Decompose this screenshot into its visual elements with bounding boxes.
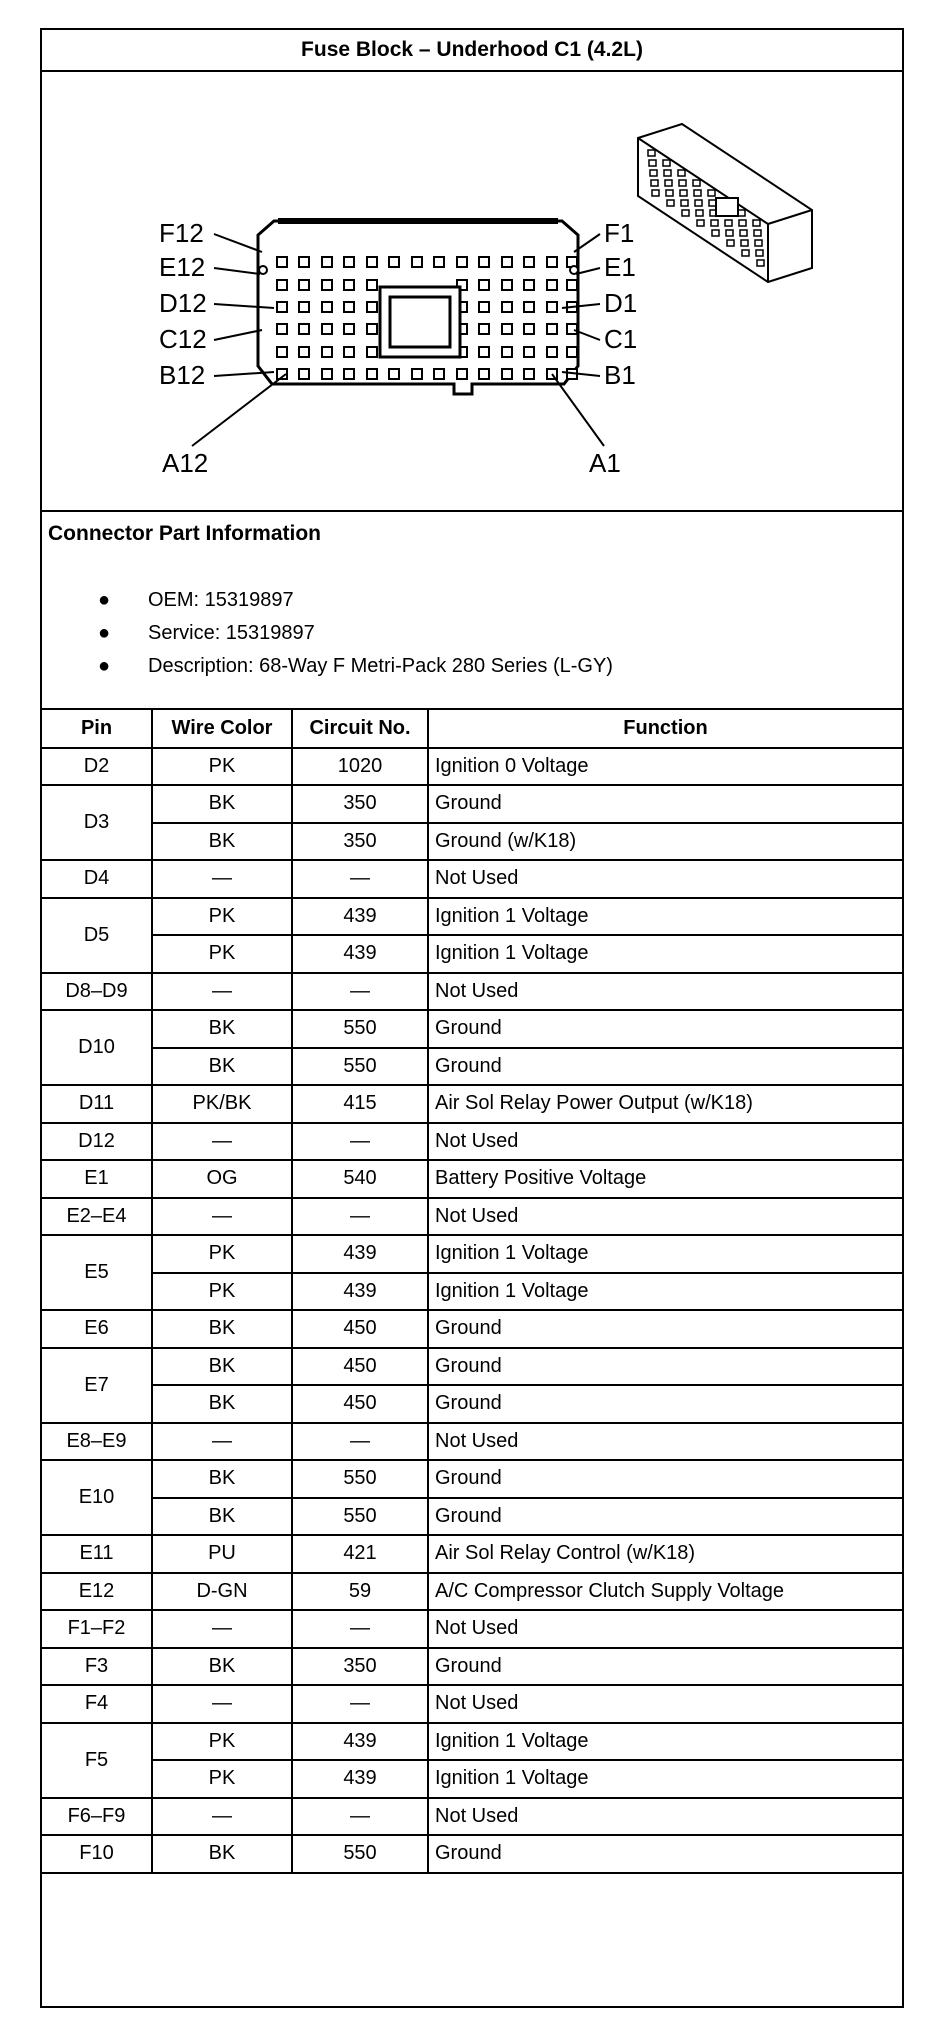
connector-iso-cavity xyxy=(648,150,655,156)
pin-cavity xyxy=(524,347,534,357)
wire-color-cell: — xyxy=(152,1198,292,1236)
function-cell: Ground xyxy=(428,1385,902,1423)
wire-color-cell: — xyxy=(152,1685,292,1723)
wire-color-cell: — xyxy=(152,860,292,898)
pin-cavity xyxy=(322,369,332,379)
pin-cavity xyxy=(322,324,332,334)
row-label-left: B12 xyxy=(159,360,206,390)
table-row xyxy=(42,1160,902,1198)
pin-cavity xyxy=(344,280,354,290)
pin-cavity xyxy=(567,347,577,357)
wire-color-cell: PK xyxy=(152,1235,292,1273)
list-item xyxy=(42,584,613,617)
pin-cavity xyxy=(479,369,489,379)
circuit-cell: 450 xyxy=(292,1385,428,1423)
row-label-left: C12 xyxy=(159,324,207,354)
pin-cavity xyxy=(367,280,377,290)
function-cell: Ground (w/K18) xyxy=(428,823,902,861)
header-pin: Pin xyxy=(42,710,152,748)
table-row xyxy=(42,1760,902,1798)
connector-iso-cavity xyxy=(756,250,763,256)
pin-cavity xyxy=(547,280,557,290)
circuit-cell: 439 xyxy=(292,1760,428,1798)
table-row xyxy=(42,1310,902,1348)
pin-cell: D4 xyxy=(42,860,152,898)
connector-iso-cavity xyxy=(725,220,732,226)
pin-cavity xyxy=(547,347,557,357)
wire-color-cell: BK xyxy=(152,1310,292,1348)
wire-color-cell: D-GN xyxy=(152,1573,292,1611)
connector-iso-cavity xyxy=(682,210,689,216)
connector-iso-cavity xyxy=(666,190,673,196)
pin-cavity xyxy=(524,369,534,379)
connector-diagram xyxy=(42,72,902,512)
pin-cavity xyxy=(322,347,332,357)
table-row xyxy=(42,1048,902,1086)
table-row xyxy=(42,1423,902,1461)
connector-iso-cavity xyxy=(712,230,719,236)
table-header-row xyxy=(42,710,902,748)
table-row xyxy=(42,1010,902,1048)
connector-iso-cavity xyxy=(663,160,670,166)
pinout-table-wrap xyxy=(42,710,902,1874)
row-label-right: F1 xyxy=(604,218,635,248)
pin-cavity xyxy=(344,324,354,334)
pin-cavity xyxy=(277,324,287,334)
function-cell: Ground xyxy=(428,785,902,823)
row-label-right: B1 xyxy=(604,360,636,390)
pin-cavity xyxy=(367,324,377,334)
pin-cavity xyxy=(277,347,287,357)
bullet-icon: ● xyxy=(98,655,111,677)
pin-cell: E1 xyxy=(42,1160,152,1198)
pin-cavity xyxy=(277,280,287,290)
function-cell: Not Used xyxy=(428,860,902,898)
function-cell: Ignition 1 Voltage xyxy=(428,935,902,973)
table-row xyxy=(42,1273,902,1311)
connector-iso-cavity xyxy=(678,170,685,176)
header-wire-color: Wire Color xyxy=(152,710,292,748)
connector-iso-cavity xyxy=(680,190,687,196)
connector-iso-cavity xyxy=(755,240,762,246)
pin-cell: D8–D9 xyxy=(42,973,152,1011)
wire-color-cell: PK xyxy=(152,1723,292,1761)
description-text: Description: 68-Way F Metri-Pack 280 Series (L-GY) xyxy=(148,655,613,677)
connector-iso-cavity xyxy=(652,190,659,196)
pin-cell: D10 xyxy=(42,1010,152,1085)
pin-cell: D11 xyxy=(42,1085,152,1123)
pin-cell: E7 xyxy=(42,1348,152,1423)
function-cell: Ground xyxy=(428,1048,902,1086)
header-circuit-no: Circuit No. xyxy=(292,710,428,748)
connector-iso-cavity xyxy=(709,200,716,206)
circuit-cell: 1020 xyxy=(292,748,428,786)
circuit-cell: 59 xyxy=(292,1573,428,1611)
leader-line xyxy=(192,374,286,446)
pin-cell: F6–F9 xyxy=(42,1798,152,1836)
connector-iso-cavity xyxy=(738,210,745,216)
circuit-cell: 550 xyxy=(292,1048,428,1086)
function-cell: Not Used xyxy=(428,1423,902,1461)
pin-cavity xyxy=(524,280,534,290)
row-label-right: A1 xyxy=(589,448,621,478)
connector-iso-cavity xyxy=(740,230,747,236)
row-label-left: E12 xyxy=(159,252,206,282)
function-cell: Ignition 1 Voltage xyxy=(428,1273,902,1311)
wire-color-cell: BK xyxy=(152,1835,292,1873)
table-row xyxy=(42,1498,902,1536)
pin-cavity xyxy=(524,302,534,312)
connector-iso-cavity xyxy=(711,220,718,226)
wire-color-cell: PK xyxy=(152,935,292,973)
pin-cell: E12 xyxy=(42,1573,152,1611)
connector-part-info xyxy=(42,512,902,710)
circuit-cell: 550 xyxy=(292,1498,428,1536)
pin-cavity xyxy=(344,257,354,267)
pin-cavity xyxy=(567,280,577,290)
wire-color-cell: BK xyxy=(152,1010,292,1048)
wire-color-cell: BK xyxy=(152,1460,292,1498)
function-cell: Ignition 1 Voltage xyxy=(428,1723,902,1761)
wire-color-cell: — xyxy=(152,1423,292,1461)
table-row xyxy=(42,860,902,898)
circuit-cell: — xyxy=(292,1685,428,1723)
function-cell: Not Used xyxy=(428,973,902,1011)
table-row xyxy=(42,1648,902,1686)
pin-cavity xyxy=(367,302,377,312)
pin-cavity xyxy=(299,302,309,312)
connector-iso-cavity xyxy=(754,230,761,236)
circuit-cell: — xyxy=(292,860,428,898)
circuit-cell: 439 xyxy=(292,935,428,973)
wire-color-cell: BK xyxy=(152,1385,292,1423)
pin-cavity xyxy=(389,257,399,267)
pin-cavity xyxy=(299,347,309,357)
pin-cavity xyxy=(547,302,557,312)
pin-cavity xyxy=(479,302,489,312)
connector-iso-cavity xyxy=(741,240,748,246)
pin-cavity xyxy=(412,369,422,379)
connector-iso-cavity xyxy=(739,220,746,226)
table-row xyxy=(42,973,902,1011)
pin-cavity xyxy=(367,347,377,357)
pin-cavity xyxy=(434,369,444,379)
pin-cell: E10 xyxy=(42,1460,152,1535)
table-row xyxy=(42,823,902,861)
pin-cavity xyxy=(344,302,354,312)
service-text: Service: 15319897 xyxy=(148,622,315,644)
connector-iso-cavity xyxy=(651,180,658,186)
page-title: Fuse Block – Underhood C1 (4.2L) xyxy=(42,30,902,72)
row-label-left: D12 xyxy=(159,288,207,318)
function-cell: Ground xyxy=(428,1835,902,1873)
circuit-cell: 550 xyxy=(292,1010,428,1048)
pin-cavity xyxy=(524,257,534,267)
function-cell: Not Used xyxy=(428,1123,902,1161)
pin-cavity xyxy=(457,257,467,267)
pin-cavity xyxy=(344,347,354,357)
pin-cavity xyxy=(412,257,422,267)
center-block-inner xyxy=(390,297,450,347)
connector-iso-cavity xyxy=(693,180,700,186)
wire-color-cell: BK xyxy=(152,1048,292,1086)
table-row xyxy=(42,1235,902,1273)
terminal-marker xyxy=(259,266,267,274)
wire-color-cell: BK xyxy=(152,823,292,861)
table-row xyxy=(42,1460,902,1498)
pin-cavity xyxy=(367,369,377,379)
list-item xyxy=(42,650,613,683)
table-row xyxy=(42,1685,902,1723)
function-cell: Air Sol Relay Control (w/K18) xyxy=(428,1535,902,1573)
pin-cell: E11 xyxy=(42,1535,152,1573)
pin-cell: E6 xyxy=(42,1310,152,1348)
pin-cell: D3 xyxy=(42,785,152,860)
pin-cavity xyxy=(502,302,512,312)
table-row xyxy=(42,935,902,973)
connector-face-illustration xyxy=(42,72,902,510)
circuit-cell: — xyxy=(292,1423,428,1461)
row-label-right: C1 xyxy=(604,324,638,354)
function-cell: Air Sol Relay Power Output (w/K18) xyxy=(428,1085,902,1123)
leader-line xyxy=(552,374,604,446)
connector-iso-center xyxy=(716,198,738,216)
circuit-cell: 421 xyxy=(292,1535,428,1573)
pin-cavity xyxy=(277,302,287,312)
connector-iso-cavity xyxy=(681,200,688,206)
function-cell: Ground xyxy=(428,1498,902,1536)
wire-color-cell: PK xyxy=(152,898,292,936)
leader-line xyxy=(214,234,262,252)
connector-iso-cavity xyxy=(650,170,657,176)
row-label-right: D1 xyxy=(604,288,638,318)
circuit-cell: 450 xyxy=(292,1348,428,1386)
function-cell: Battery Positive Voltage xyxy=(428,1160,902,1198)
info-heading: Connector Part Information xyxy=(48,522,322,545)
function-cell: Ignition 1 Voltage xyxy=(428,898,902,936)
wire-color-cell: PK/BK xyxy=(152,1085,292,1123)
pin-cell: E8–E9 xyxy=(42,1423,152,1461)
function-cell: Ignition 0 Voltage xyxy=(428,748,902,786)
table-row xyxy=(42,1723,902,1761)
connector-iso-cavity xyxy=(696,210,703,216)
table-row xyxy=(42,1085,902,1123)
function-cell: Ignition 1 Voltage xyxy=(428,1760,902,1798)
pin-cavity xyxy=(479,280,489,290)
connector-iso-cavity xyxy=(667,200,674,206)
table-row xyxy=(42,785,902,823)
function-cell: Not Used xyxy=(428,1798,902,1836)
circuit-cell: — xyxy=(292,973,428,1011)
function-cell: Not Used xyxy=(428,1610,902,1648)
bullet-icon: ● xyxy=(98,622,111,644)
pin-cell: F3 xyxy=(42,1648,152,1686)
pin-cavity xyxy=(547,257,557,267)
circuit-cell: — xyxy=(292,1198,428,1236)
wire-color-cell: — xyxy=(152,1798,292,1836)
table-row xyxy=(42,1123,902,1161)
connector-iso-cavity xyxy=(742,250,749,256)
function-cell: Ground xyxy=(428,1348,902,1386)
pin-cell: D2 xyxy=(42,748,152,786)
pin-cell: F1–F2 xyxy=(42,1610,152,1648)
function-cell: Not Used xyxy=(428,1198,902,1236)
wire-color-cell: — xyxy=(152,973,292,1011)
pin-cell: F5 xyxy=(42,1723,152,1798)
oem-text: OEM: 15319897 xyxy=(148,589,294,611)
circuit-cell: — xyxy=(292,1610,428,1648)
leader-line xyxy=(214,330,262,340)
pin-cavity xyxy=(547,324,557,334)
pin-cavity xyxy=(502,324,512,334)
table-row xyxy=(42,1573,902,1611)
circuit-cell: 415 xyxy=(292,1085,428,1123)
table-row xyxy=(42,1798,902,1836)
function-cell: Ground xyxy=(428,1460,902,1498)
function-cell: Ground xyxy=(428,1648,902,1686)
table-row xyxy=(42,1348,902,1386)
connector-iso-cavity xyxy=(697,220,704,226)
pin-cavity xyxy=(367,257,377,267)
function-cell: Ground xyxy=(428,1010,902,1048)
wire-color-cell: — xyxy=(152,1610,292,1648)
pin-cavity xyxy=(277,257,287,267)
pin-cavity xyxy=(299,257,309,267)
leader-line xyxy=(214,268,260,274)
pin-cavity xyxy=(322,302,332,312)
header-function: Function xyxy=(428,710,902,748)
list-item xyxy=(42,617,613,650)
connector-iso-cavity xyxy=(665,180,672,186)
circuit-cell: 350 xyxy=(292,785,428,823)
pin-cavity xyxy=(389,369,399,379)
pin-cavity xyxy=(322,257,332,267)
row-label-left: F12 xyxy=(159,218,204,248)
connector-iso-cavity xyxy=(726,230,733,236)
leader-line xyxy=(214,304,274,308)
leader-line xyxy=(576,268,600,274)
function-cell: Ground xyxy=(428,1310,902,1348)
pin-cavity xyxy=(502,369,512,379)
connector-iso-cavity xyxy=(695,200,702,206)
pin-cavity xyxy=(344,369,354,379)
pin-cavity xyxy=(479,347,489,357)
pin-cell: D5 xyxy=(42,898,152,973)
table-row xyxy=(42,1835,902,1873)
connector-iso-cavity xyxy=(679,180,686,186)
function-cell: Ignition 1 Voltage xyxy=(428,1235,902,1273)
pin-cell: D12 xyxy=(42,1123,152,1161)
circuit-cell: 439 xyxy=(292,1273,428,1311)
pin-cavity xyxy=(299,280,309,290)
wire-color-cell: — xyxy=(152,1123,292,1161)
connector-iso-cavity xyxy=(753,220,760,226)
pin-cavity xyxy=(479,257,489,267)
info-list xyxy=(42,584,613,683)
table-row xyxy=(42,1198,902,1236)
function-cell: A/C Compressor Clutch Supply Voltage xyxy=(428,1573,902,1611)
row-label-right: E1 xyxy=(604,252,636,282)
pin-cavity xyxy=(322,280,332,290)
connector-iso-cavity xyxy=(649,160,656,166)
table-row xyxy=(42,1535,902,1573)
pin-cavity xyxy=(457,369,467,379)
connector-sheet xyxy=(40,28,904,2008)
circuit-cell: 540 xyxy=(292,1160,428,1198)
table-row xyxy=(42,1385,902,1423)
pin-cavity xyxy=(479,324,489,334)
wire-color-cell: PU xyxy=(152,1535,292,1573)
pin-cavity xyxy=(524,324,534,334)
connector-iso-cavity xyxy=(708,190,715,196)
pin-cell: F4 xyxy=(42,1685,152,1723)
circuit-cell: 439 xyxy=(292,1235,428,1273)
table-row xyxy=(42,1610,902,1648)
table-row xyxy=(42,898,902,936)
connector-iso-cavity xyxy=(727,240,734,246)
wire-color-cell: PK xyxy=(152,748,292,786)
wire-color-cell: PK xyxy=(152,1760,292,1798)
wire-color-cell: PK xyxy=(152,1273,292,1311)
row-label-left: A12 xyxy=(162,448,209,478)
circuit-cell: 550 xyxy=(292,1835,428,1873)
connector-iso-cavity xyxy=(694,190,701,196)
pin-cavity xyxy=(434,257,444,267)
circuit-cell: 550 xyxy=(292,1460,428,1498)
circuit-cell: — xyxy=(292,1123,428,1161)
pin-cavity xyxy=(502,280,512,290)
table-row xyxy=(42,748,902,786)
pin-cell: F10 xyxy=(42,1835,152,1873)
pin-cavity xyxy=(502,257,512,267)
circuit-cell: 450 xyxy=(292,1310,428,1348)
function-cell: Not Used xyxy=(428,1685,902,1723)
circuit-cell: 439 xyxy=(292,1723,428,1761)
circuit-cell: 439 xyxy=(292,898,428,936)
pin-cavity xyxy=(299,324,309,334)
circuit-cell: 350 xyxy=(292,1648,428,1686)
wire-color-cell: BK xyxy=(152,1348,292,1386)
wire-color-cell: BK xyxy=(152,785,292,823)
bullet-icon: ● xyxy=(98,589,111,611)
circuit-cell: 350 xyxy=(292,823,428,861)
connector-iso-cavity xyxy=(664,170,671,176)
connector-iso-cavity xyxy=(757,260,764,266)
wire-color-cell: OG xyxy=(152,1160,292,1198)
pin-cell: E5 xyxy=(42,1235,152,1310)
wire-color-cell: BK xyxy=(152,1648,292,1686)
wire-color-cell: BK xyxy=(152,1498,292,1536)
pin-cavity xyxy=(299,369,309,379)
pin-cell: E2–E4 xyxy=(42,1198,152,1236)
circuit-cell: — xyxy=(292,1798,428,1836)
pinout-table xyxy=(42,710,902,1874)
pin-cavity xyxy=(567,324,577,334)
pin-cavity xyxy=(502,347,512,357)
